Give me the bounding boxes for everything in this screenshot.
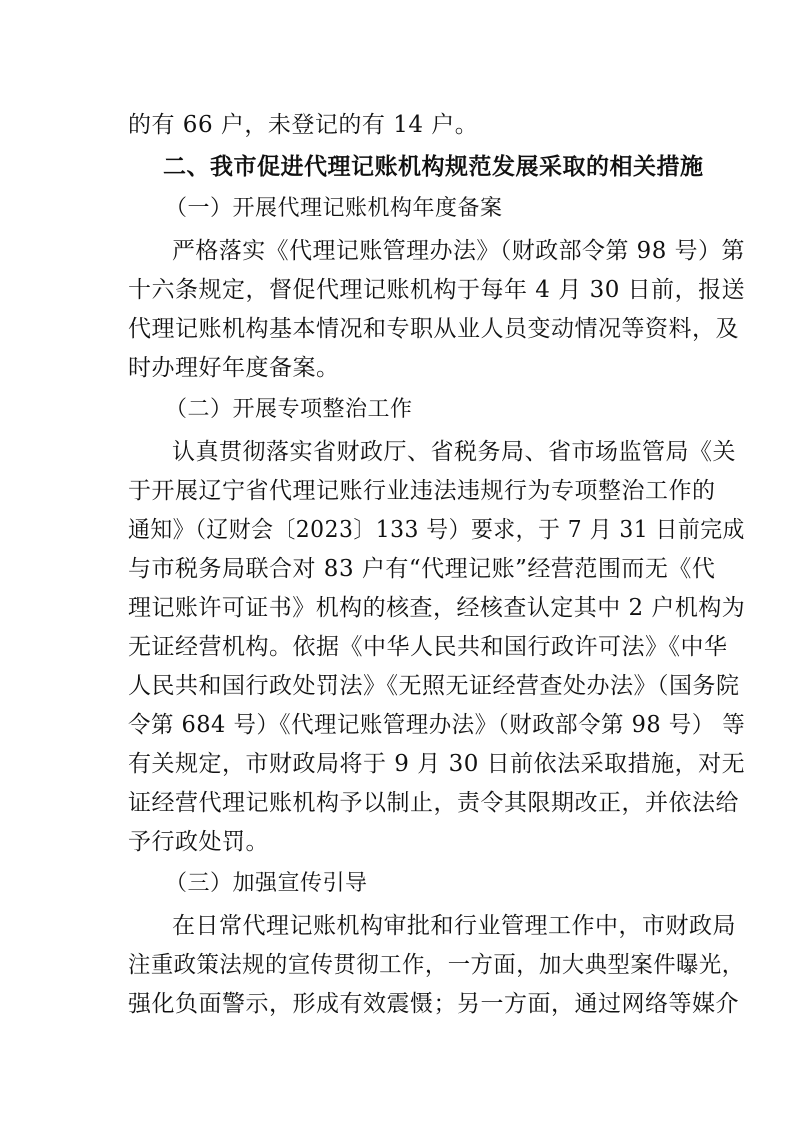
- paragraph-line: 证经营代理记账机构予以制止，责令其限期改正，并依法给: [128, 790, 739, 816]
- subsection-heading: （三）加强宣传引导: [165, 871, 368, 896]
- paragraph-line: 时办理好年度备案。: [128, 355, 340, 381]
- paragraph-line: 十六条规定，督促代理记账机构于每年 4 月 30 日前，报送: [128, 277, 746, 303]
- paragraph-line: 无证经营机构。依据《中华人民共和国行政许可法》《中华: [128, 634, 728, 660]
- section-heading: 二、我市促进代理记账机构规范发展采取的相关措施: [163, 154, 704, 180]
- paragraph-line: 代理记账机构基本情况和专职从业人员变动情况等资料，及: [128, 316, 739, 342]
- paragraph-line: 与市税务局联合对 83 户有“代理记账”经营范围而无《代: [128, 556, 716, 582]
- paragraph-line: 严格落实《代理记账管理办法》（财政部令第 98 号）第: [172, 238, 745, 264]
- subsection-heading: （一）开展代理记账机构年度备案: [165, 196, 503, 221]
- paragraph-line: 认真贯彻落实省财政厅、省税务局、省市场监管局《关: [172, 439, 736, 465]
- paragraph-line: 强化负面警示，形成有效震慑；另一方面，通过网络等媒介: [128, 991, 739, 1017]
- paragraph-line: 予行政处罚。: [128, 829, 269, 855]
- paragraph-line: 人民共和国行政处罚法》《无照无证经营查处办法》（国务院: [128, 673, 740, 699]
- paragraph-line: 令第 684 号）《代理记账管理办法》（财政部令第 98 号） 等: [128, 712, 746, 738]
- paragraph-line: 注重政策法规的宣传贯彻工作，一方面，加大典型案件曝光，: [128, 952, 745, 978]
- paragraph-line: 于开展辽宁省代理记账行业违法违规行为专项整治工作的: [128, 478, 716, 504]
- paragraph-line: 通知》（辽财会〔2023〕133 号）要求，于 7 月 31 日前完成: [128, 517, 745, 543]
- paragraph-line: 在日常代理记账机构审批和行业管理工作中，市财政局: [172, 913, 736, 939]
- subsection-heading: （二）开展专项整治工作: [165, 397, 413, 422]
- paragraph-line: 的有 66 户，未登记的有 14 户。: [128, 112, 479, 138]
- paragraph-line: 有关规定，市财政局将于 9 月 30 日前依法采取措施，对无: [128, 751, 746, 777]
- paragraph-line: 理记账许可证书》机构的核查，经核查认定其中 2 户机构为: [128, 595, 746, 621]
